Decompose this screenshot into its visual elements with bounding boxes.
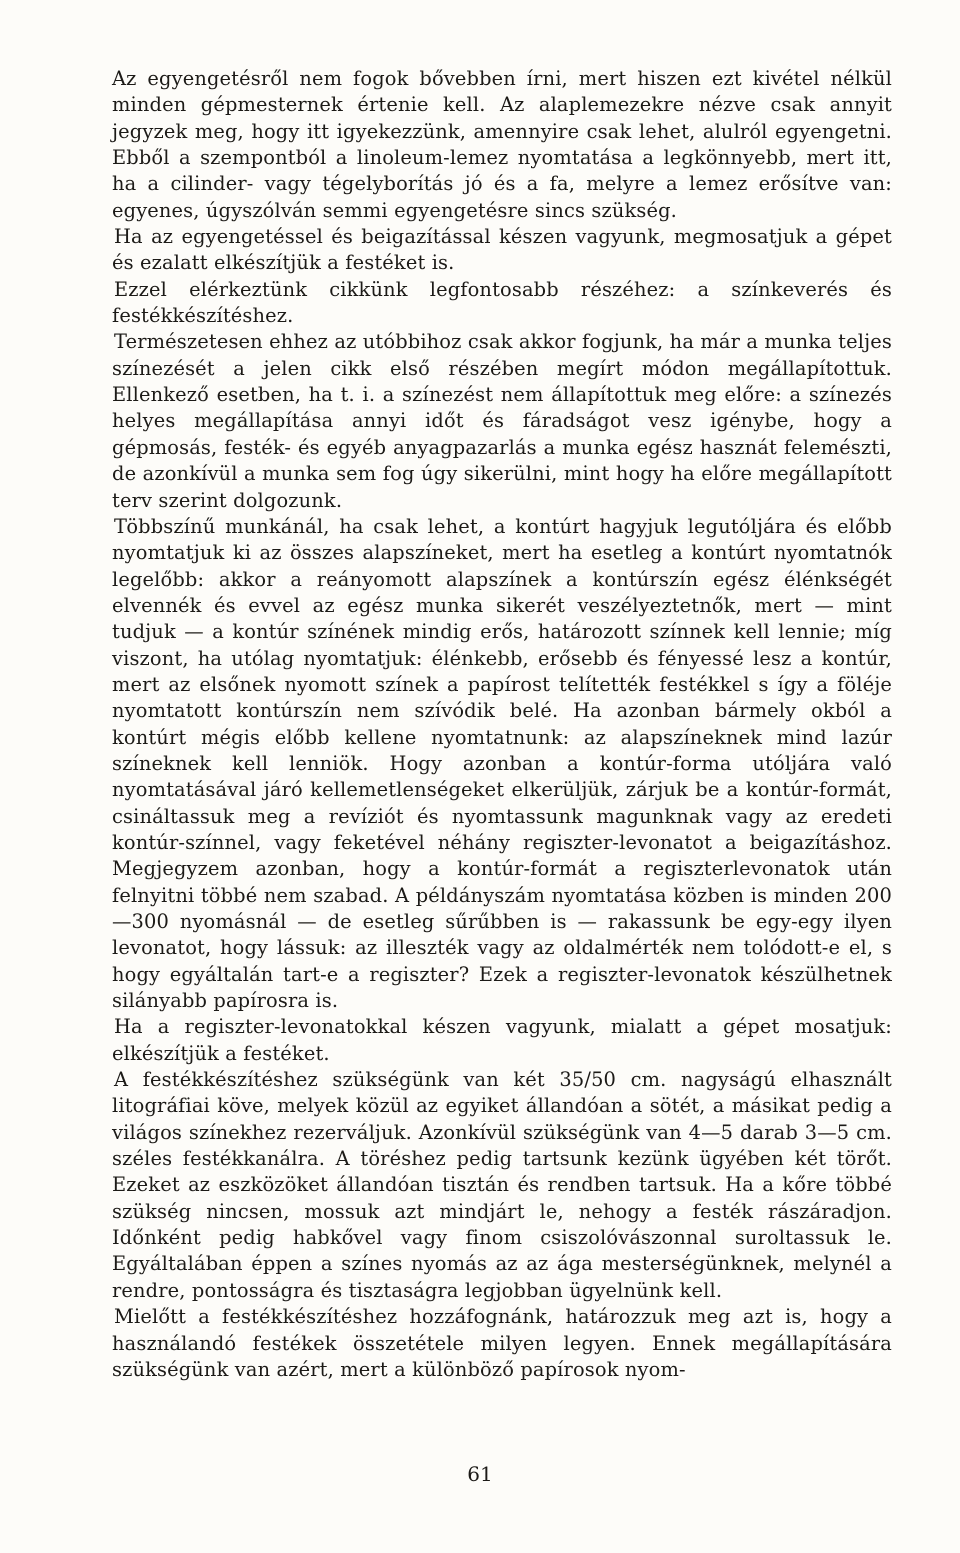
paragraph-2: Ha az egyengetéssel és beigazítással készen vagyunk, megmosatjuk a gépet és ezalatt elkészítjük a festéket is. <box>112 225 892 275</box>
paragraph-3: Ezzel elérkeztünk cikkünk legfontosabb részéhez: a színkeverés és festékkészítéshez. <box>112 277 892 328</box>
paragraph-8: Mielőtt a festékkészítéshez hozzáfognánk, határozzuk meg azt is, hogy a használandó festékek összetétele milyen legyen. Ennek megállapítására szükségünk van azért, mert a különböző papírosok nyom- <box>112 1305 892 1381</box>
paragraph-5: Többszínű munkánál, ha csak lehet, a kontúrt hagyjuk legutóljára és előbb nyomtatjuk ki az összes alapszíneket, mert ha esetleg a kontúrt nyomtatnók legelőbb: akkor a reányomott alapszínek a kontúrszín egész élénkségét elvennék és evvel az egész munka sikerét veszélyeztetnők, mert — mint tudjuk — a kontúr színének mindig erős, határozott színnek kell lennie; míg viszont, ha utólag nyomtatjuk: élénkebb, erősebb és fényessé lesz a kontúr, mert az elsőnek nyomott színek a papírost telítették festékkel s így a föléje nyomtatott kontúrszín nem szívódik belé. Ha azonban bármely okból a kontúrt mégis előbb kellene nyomtatnunk: az alapszíneknek mind lazúr színeknek kell lenniök. Hogy azonban a kontúr-forma utóljára való nyomtatásával járó kellemetlenségeket elkerüljük, zárjuk be a kontúr-formát, csináltassuk meg a revíziót és nyomtassunk magunknak vagy az eredeti kontúr-színnel, vagy feketével néhány regiszter-levonatot a beigazításhoz. Megjegyzem azonban, hogy a kontúr-formát a regiszterlevonatok után felnyitni többé nem szabad. A példányszám nyomtatása közben is minden 200—300 nyomásnál — de esetleg sűrűbben is — rakassunk be egy-egy ilyen levonatot, hogy lássuk: az illeszték vagy az oldalmérték nem tolódott-e el, s hogy egyáltalán tart-e a regiszter? Ezek a regiszter-levonatok készülhetnek silányabb papírosra is. <box>112 514 892 1013</box>
paragraph-1: Az egyengetésről nem fogok bővebben írni, mert hiszen ezt kivétel nélkül minden gépmesternek értenie kell. Az alaplemezekre nézve csak annyit jegyzek meg, hogy itt igyekezzünk, amennyire csak lehet, alulról egyengetni. Ebből a szempontból a linoleum-lemez nyomtatása a legkönnyebb, mert itt, ha a cilinder- vagy tégelyborítás jó és a fa, melyre a lemez erősítve van: egyenes, úgyszólván semmi egyengetésre sincs szükség. <box>112 67 892 222</box>
page-body <box>112 66 892 1383</box>
paragraph-6: Ha a regiszter-levonatokkal készen vagyunk, mialatt a gépet mosatjuk: elkészítjük a festéket. <box>112 1015 892 1065</box>
page-number: 61 <box>467 1462 493 1486</box>
paragraph-4: Természetesen ehhez az utóbbihoz csak akkor fogjunk, ha már a munka teljes színezését a jelen cikk első részében megírt módon megállapítottuk. Ellenkező esetben, ha t. i. a színezést nem állapítottuk meg előre: a színezés helyes megállapítása annyi időt és fáradságot vesz igénybe, hogy a gépmosás, festék- és egyéb anyagpazarlás a munka egész hasznát felemészti, de azonkívül a munka sem fog úgy sikerülni, mint hogy ha előre megállapított terv szerint dolgozunk. <box>112 330 892 512</box>
paragraph-7: A festékkészítéshez szükségünk van két 35/50 cm. nagyságú elhasznált litográfiai köve, melyek közül az egyiket állandóan a sötét, a másikat pedig a világos színekhez rezerváljuk. Azonkívül szükségünk van 4—5 darab 3—5 cm. széles festékkanálra. A töréshez pedig tartsunk kezünk ügyében két törőt. Ezeket az eszközöket állandóan tisztán és rendben tartsuk. Ha a kőre többé szükség nincsen, mossuk azt mindjárt le, nehogy a festék rászáradjon. Időnként pedig habkővel vagy finom csiszolóvászonnal suroltassuk le. Egyáltalában éppen a színes nyomás az az ága mesterségünknek, melynél a rendre, pontosságra és tisztaságra legjobban ügyelnünk kell. <box>112 1068 892 1302</box>
